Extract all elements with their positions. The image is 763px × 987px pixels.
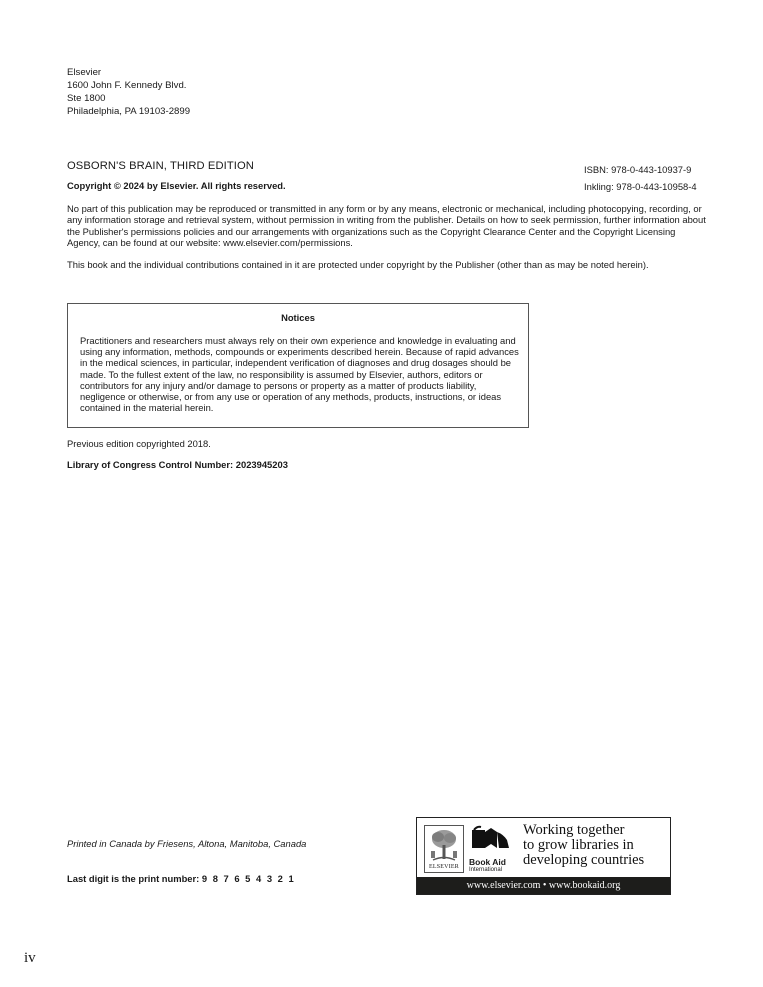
book-aid-name: Book Aid	[469, 857, 506, 867]
print-number-digits: 9 8 7 6 5 4 3 2 1	[201, 873, 294, 884]
hands-book-icon	[469, 824, 513, 856]
book-aid-sub: International	[469, 867, 503, 873]
elsevier-logo	[424, 825, 464, 873]
tagline-line: to grow libraries in	[523, 837, 634, 853]
address-line: Ste 1800	[67, 93, 106, 104]
book-title: OSBORN'S BRAIN, THIRD EDITION	[67, 160, 254, 172]
elsevier-logo-label: ELSEVIER	[429, 864, 459, 870]
rights-paragraph: No part of this publication may be reproduced or transmitted in any form or by any means, electronic or mechanical, including photocopying, recording, or any information storage and retrieval system, without permission in writing from the publisher. Details on how to seek permission, further information about the Publisher's permissions policies and our arrangements with organizations such as the Copyright Clearance Center and the Copyright Licensing Agency, can be found at our website: www.elsevier.com/permissions.	[67, 203, 706, 249]
banner-urls: www.elsevier.com • www.bookaid.org	[417, 877, 670, 894]
printed-in: Printed in Canada by Friesens, Altona, Manitoba, Canada	[67, 838, 307, 849]
tagline-line: Working together	[523, 822, 625, 838]
tagline-line: developing countries	[523, 852, 645, 868]
inkling-isbn: Inkling: 978-0-443-10958-4	[584, 181, 697, 192]
notices-text: Practitioners and researchers must always rely on their own experience and knowledge in evaluating and using any information, methods, compounds or experiments described herein. Because of rapid advances in the medical sciences, in particular, independent verification of diagnoses and drug dosages should be made. To the fullest extent of the law, no responsibility is assumed by Elsevier, authors, editors or contributors for any injury and/or damage to persons or property as a matter of products liability, negligence or otherwise, or from any use or operation of any methods, products, instructions, or ideas contained in the material herein.	[80, 335, 519, 414]
notices-box	[67, 303, 529, 428]
lccn: Library of Congress Control Number: 2023945203	[67, 459, 288, 470]
isbn-block	[584, 161, 697, 195]
elsevier-tree-icon	[425, 827, 463, 863]
print-number-label: Last digit is the print number:	[67, 873, 200, 884]
banner-tagline	[523, 823, 668, 868]
address-line: Philadelphia, PA 19103-2899	[67, 106, 191, 117]
book-aid-logo	[469, 824, 519, 876]
copyright-line: Copyright © 2024 by Elsevier. All rights reserved.	[67, 180, 286, 191]
protected-paragraph: This book and the individual contributions contained in it are protected under copyright by the Publisher (other than as may be noted herein).	[67, 259, 649, 270]
print-number	[67, 873, 294, 884]
notices-title: Notices	[281, 312, 315, 323]
isbn: ISBN: 978-0-443-10937-9	[584, 164, 692, 175]
page-number: iv	[24, 950, 36, 966]
address-line: Elsevier	[67, 67, 102, 78]
publisher-address	[67, 66, 190, 118]
previous-edition: Previous edition copyrighted 2018.	[67, 438, 211, 449]
address-line: 1600 John F. Kennedy Blvd.	[67, 80, 187, 91]
book-aid-banner	[416, 817, 671, 895]
